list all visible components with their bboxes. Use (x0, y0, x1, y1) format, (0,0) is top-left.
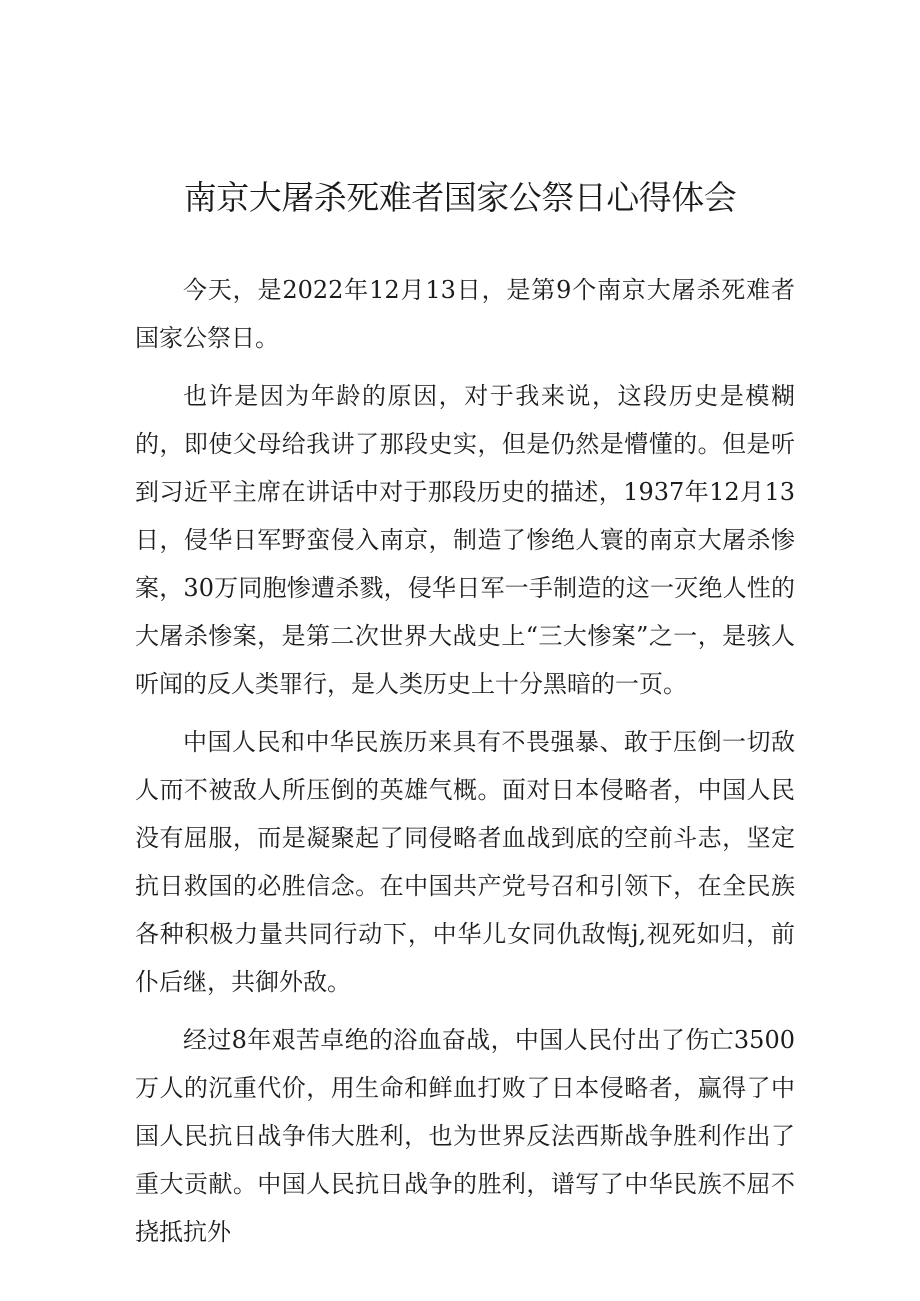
document-title: 南京大屠杀死难者国家公祭日心得体会 (183, 178, 737, 217)
paragraph: 也许是因为年龄的原因，对于我来说，这段历史是模糊的，即使父母给我讲了那段史实，但是仍然是懵懂的。但是听到习近平主席在讲话中对于那段历史的描述，1937年12月13日，侵华日军野蛮侵入南京，制造了惨绝人寰的南京大屠杀惨案，30万同胞惨遭杀戮，侵华日军一手制造的这一灭绝人性的大屠杀惨案，是第二次世界大战史上“三大惨案”之一，是骇人听闻的反人类罪行，是人类历史上十分黑暗的一页。 (135, 382, 795, 698)
paragraph: 经过8年艰苦卓绝的浴血奋战，中国人民付出了伤亡3500万人的沉重代价，用生命和鲜血打败了日本侵略者，赢得了中国人民抗日战争伟大胜利，也为世界反法西斯战争胜利作出了重大贡献。中国人民抗日战争的胜利，谱写了中华民族不屈不挠抵抗外 (135, 1026, 795, 1246)
paragraph: 中国人民和中华民族历来具有不畏强暴、敢于压倒一切敌人而不被敌人所压倒的英雄气概。面对日本侵略者，中国人民没有屈服，而是凝聚起了同侵略者血战到底的空前斗志，坚定抗日救国的必胜信念。在中国共产党号召和引领下，在全民族各种积极力量共同行动下，中华儿女同仇敌悔j,视死如归，前仆后继，共御外敌。 (135, 728, 795, 996)
paragraph: 今天，是2022年12月13日，是第9个南京大屠杀死难者国家公祭日。 (135, 276, 795, 352)
document-body (135, 266, 795, 1266)
